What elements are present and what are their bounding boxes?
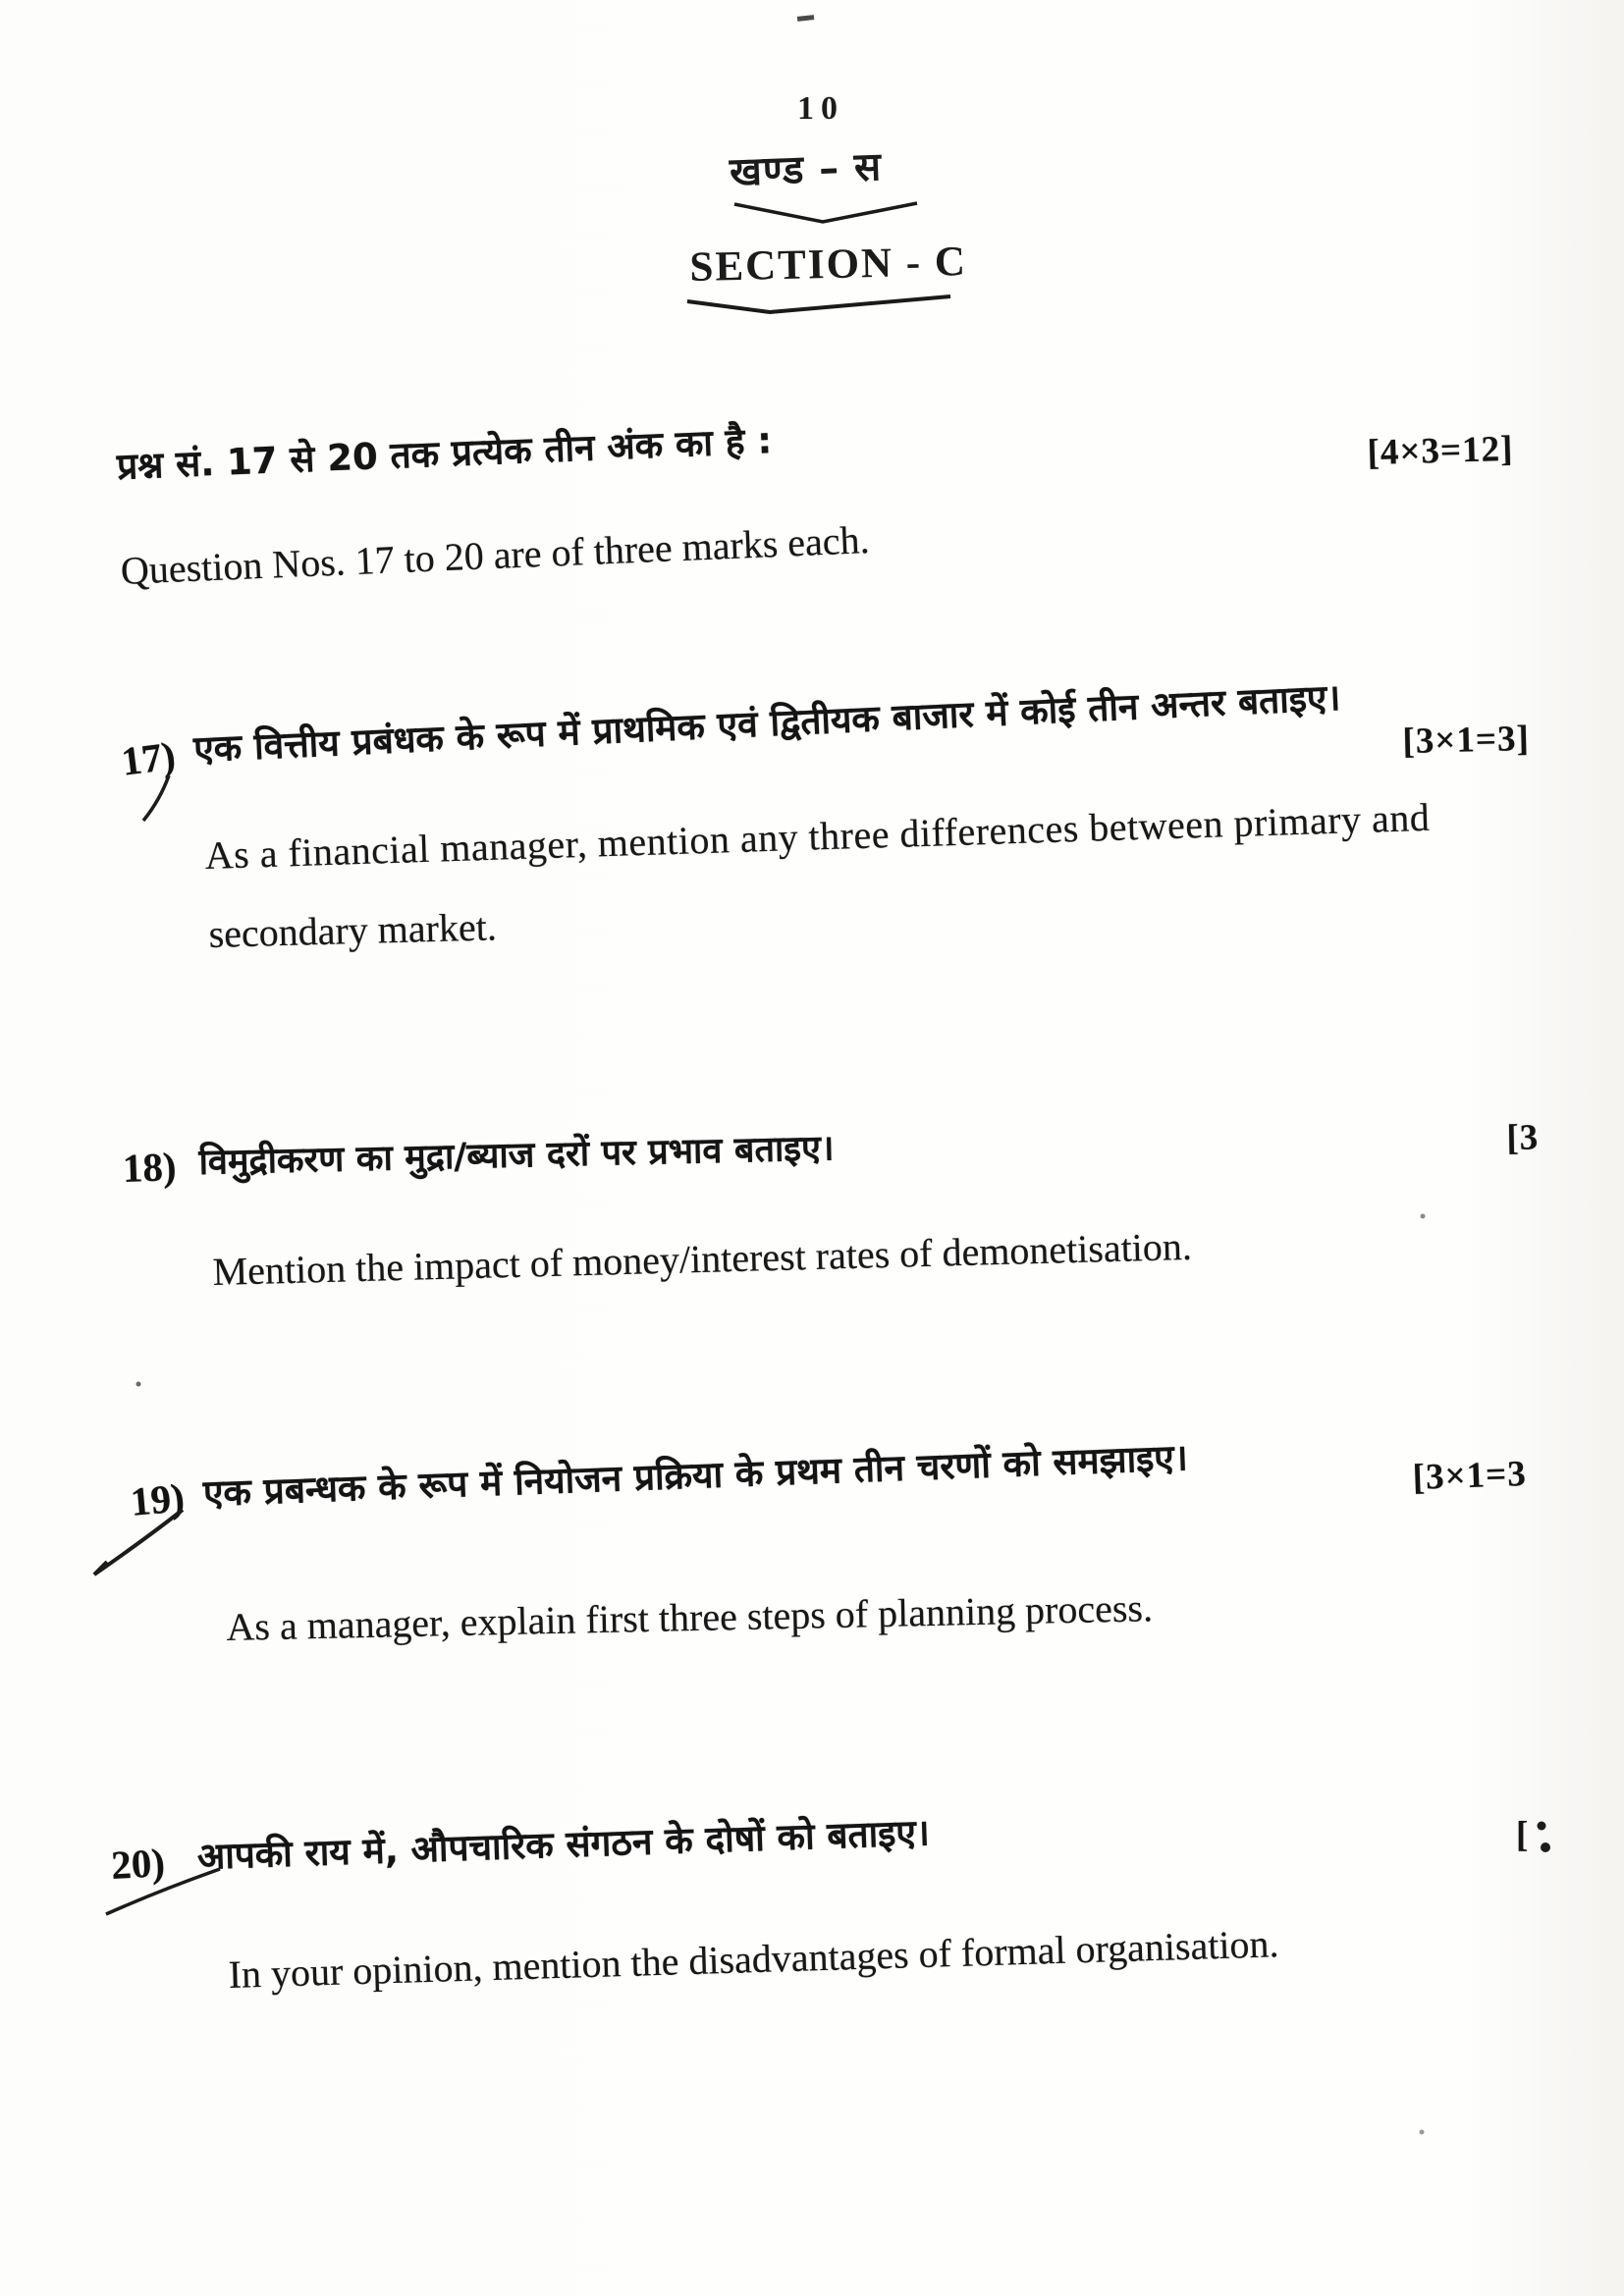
question-19-marks: [3×1=3 [1412,1453,1528,1498]
section-heading-english: SECTION - C [689,239,968,291]
scan-speck [1420,2130,1425,2135]
question-17-hindi: एक वित्तीय प्रबंधक के रूप में प्राथमिक एवं द्वितीयक बाजार में कोई तीन अन्तर बताइए। [192,675,1342,771]
question-19-hindi: एक प्रबन्धक के रूप में नियोजन प्रक्रिया के प्रथम तीन चरणों को समझाइए। [202,1436,1189,1515]
question-20-number: 20) [110,1840,167,1888]
page-number: 10 [797,90,844,127]
question-20-marks: [ [1516,1815,1530,1855]
question-20-english-line-1: In your opinion, mention the disadvantages of formal organisation. [228,1921,1280,1997]
heading-english-underline [687,296,950,312]
question-20-hindi: आपकी राय में, औपचारिक संगठन के दोषों को बताइए। [196,1811,931,1878]
question-17-marks: [3×1=3] [1402,719,1531,762]
question-18-hindi: विमुद्रीकरण का मुद्रा/ब्याज दरों पर प्रभाव बताइए। [198,1128,835,1183]
question-17-pen-stroke [143,775,169,821]
ink-fragment [1538,1822,1546,1831]
question-17-english-line-1: As a financial manager, mention any three differences between primary and [204,794,1431,878]
question-18-number: 18) [122,1144,178,1191]
instruction-marks: [4×3=12] [1367,428,1514,473]
question-17-number: 17) [119,732,178,784]
instruction-hindi: प्रश्न सं. 17 से 20 तक प्रत्येक तीन अंक का है : [116,419,773,488]
question-17-english-line-2: secondary market. [208,904,498,956]
heading-hindi-underline [734,203,917,222]
question-19-english-line-1: As a manager, explain first three steps of planning process. [226,1585,1154,1649]
question-18-english-line-1: Mention the impact of money/interest rates of demonetisation. [212,1223,1193,1294]
instruction-english: Question Nos. 17 to 20 are of three marks each. [120,517,871,593]
section-heading-hindi: खण्ड – स [729,144,883,195]
scan-speck [1421,1214,1426,1219]
scan-speck [136,1382,141,1387]
ink-fragment [1541,1842,1550,1852]
question-19-number: 19) [129,1474,187,1524]
question-18-marks: [3 [1506,1117,1540,1158]
scan-speck [797,15,814,22]
